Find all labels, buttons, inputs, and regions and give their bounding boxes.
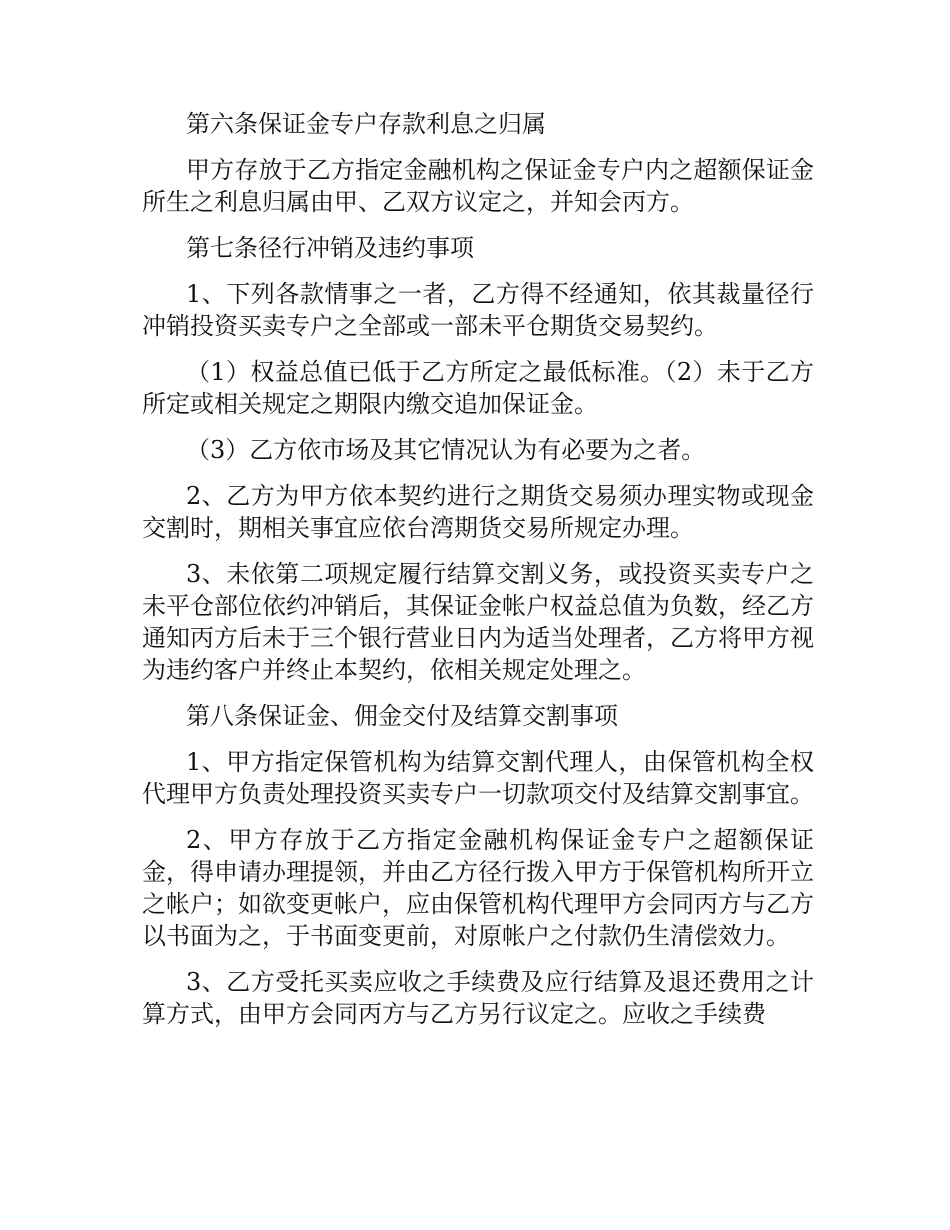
document-body (142, 108, 814, 1044)
article-7-item-3: 3、未依第二项规定履行结算交割义务，或投资买卖专户之未平仓部位依约冲销后，其保证金帐户权益总值为负数，经乙方通知丙方后未于三个银行营业日内为适当处理者，乙方将甲方视为违约客户并终止本契约，依相关规定处理之。 (142, 560, 814, 684)
article-7-item-1: 1、下列各款情事之一者，乙方得不经通知，依其裁量径行冲销投资买卖专户之全部或一部未平仓期货交易契约。 (142, 280, 814, 340)
article-8-item-2: 2、甲方存放于乙方指定金融机构保证金专户之超额保证金，得申请办理提领，并由乙方径行拨入甲方于保管机构所开立之帐户；如欲变更帐户，应由保管机构代理甲方会同丙方与乙方以书面为之，于书面变更前，对原帐户之付款仍生清偿效力。 (142, 826, 814, 950)
article-6-heading: 第六条保证金专户存款利息之归属 (186, 110, 546, 138)
article-7-heading: 第七条径行冲销及违约事项 (186, 234, 474, 262)
article-7-subitems-1-2: （1）权益总值已低于乙方所定之最低标准。（2）未于乙方所定或相关规定之期限内缴交追加保证金。 (142, 358, 814, 418)
article-6-paragraph: 甲方存放于乙方指定金融机构之保证金专户内之超额保证金所生之利息归属由甲、乙双方议定之，并知会丙方。 (142, 156, 814, 216)
article-8-item-1: 1、甲方指定保管机构为结算交割代理人，由保管机构全权代理甲方负责处理投资买卖专户一切款项交付及结算交割事宜。 (142, 748, 814, 808)
article-7-item-2: 2、乙方为甲方依本契约进行之期货交易须办理实物或现金交割时，期相关事宜应依台湾期货交易所规定办理。 (142, 482, 814, 542)
article-8-item-3: 3、乙方受托买卖应收之手续费及应行结算及退还费用之计算方式，由甲方会同丙方与乙方另行议定之。应收之手续费 (142, 968, 814, 1028)
article-8-heading: 第八条保证金、佣金交付及结算交割事项 (186, 702, 618, 730)
article-7-subitem-3: （3）乙方依市场及其它情况认为有必要为之者。 (186, 436, 706, 464)
